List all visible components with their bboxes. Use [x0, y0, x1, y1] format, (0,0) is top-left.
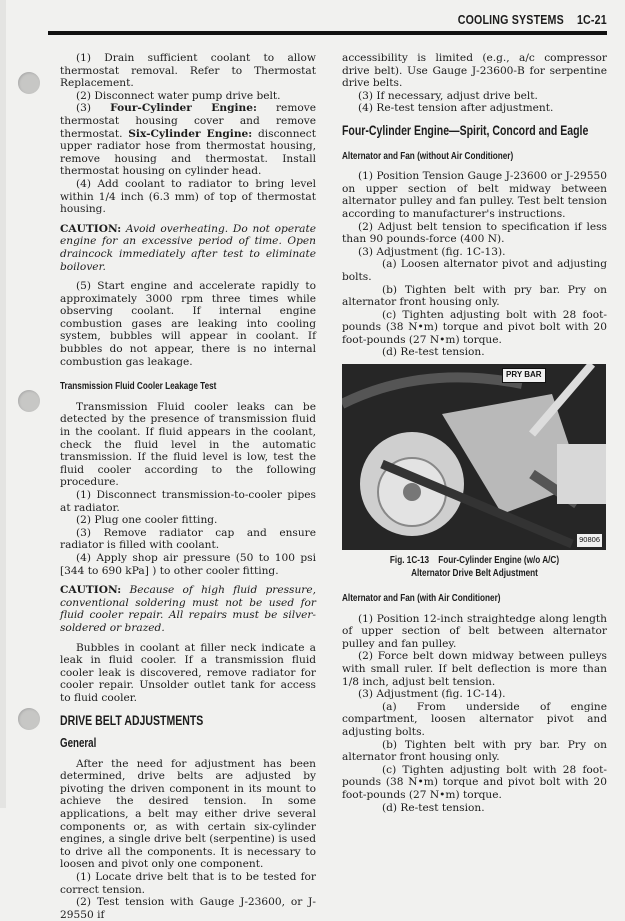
heading-with-ac: Alternator and Fan (with Air Conditioner): [342, 592, 501, 605]
caution-text: Because of high fluid pressure, conventional soldering must not be used for fluid cooler repair. All repairs must be silver-soldered or brazed.: [60, 584, 316, 634]
transmission-intro: Transmission Fluid cooler leaks can be detected by the presence of transmission fluid in the coolant. If fluid appears in the coolant, check the fluid level in the automatic transmission. If the fluid level is low, test the fluid cooler according to the following procedure.: [60, 400, 316, 489]
step-4: (4) Add coolant to radiator to bring level within 1/4 inch (6.3 mm) of top of thermostat housing.: [60, 177, 316, 216]
heading-without-ac: Alternator and Fan (without Air Conditioner): [342, 149, 514, 162]
left-column: [60, 52, 316, 921]
step-2: (2) Disconnect water pump drive belt.: [76, 89, 281, 102]
general-step-2: (2) Test tension with Gauge J-23600, or J-29550 if: [60, 896, 316, 921]
alternator-photo-illustration: [342, 364, 606, 550]
general-step-1: (1) Locate drive belt that is to be tested for correct tension.: [60, 871, 316, 896]
section-title: COOLING SYSTEMS: [457, 12, 565, 27]
caution-label: CAUTION:: [60, 222, 122, 235]
step-1: (1) Drain sufficient coolant to allow thermostat removal. Refer to Thermostat Replacement.: [60, 52, 316, 90]
continued-text: accessibility is limited (e.g., a/c compressor drive belt). Use Gauge J-23600-B for serpentine drive belts.: [342, 52, 607, 90]
caution-text: Avoid overheating. Do not operate engine for an excessive period of time. Open draincock immediately after test to eliminate boilover.: [60, 222, 316, 273]
without-step-3: (3) Adjustment (fig. 1C-13).: [358, 245, 506, 258]
step-3-adjust: (3) If necessary, adjust drive belt.: [358, 89, 538, 102]
step-3: [60, 102, 316, 178]
with-step-3b: (b) Tighten belt with pry bar. Pry on alternator front housing only.: [342, 738, 607, 764]
without-step-3b: (b) Tighten belt with pry bar. Pry on alternator front housing only.: [342, 283, 607, 309]
figure-caption-2: Alternator Drive Belt Adjustment: [411, 568, 538, 580]
with-step-3d: (d) Re-test tension.: [382, 801, 485, 814]
trans-step-3: (3) Remove radiator cap and ensure radiator is filled with coolant.: [60, 526, 316, 552]
page-number: 1C-21: [577, 12, 607, 27]
caution-overheating: [60, 223, 316, 273]
without-step-1: (1) Position Tension Gauge J-23600 or J-29550 on upper section of belt midway between alternator pulley and fan pulley. Test belt tension according to manufacturer's instructions.: [342, 170, 607, 220]
without-step-2: (2) Adjust belt tension to specification if less than 90 pounds-force (400 N).: [342, 220, 607, 246]
four-cyl-text: remove thermostat housing cover and remove thermostat.: [60, 102, 316, 140]
figure-caption-1: Fig. 1C-13 Four-Cylinder Engine (w/o A/C): [389, 555, 560, 567]
heading-general: General: [60, 736, 97, 751]
caution-label: CAUTION:: [60, 584, 122, 597]
trans-step-4: (4) Apply shop air pressure (50 to 100 psi [344 to 690 kPa] ) to other cooler fitting.: [60, 551, 316, 577]
with-step-3c: (c) Tighten adjusting bolt with 28 foot-pounds (38 N•m) torque and pivot bolt with 20 foot-pounds (27 N•m) torque.: [342, 763, 607, 801]
trans-step-2: (2) Plug one cooler fitting.: [76, 514, 218, 527]
six-cyl-text: disconnect upper radiator hose from thermostat housing, remove housing and thermostat. Install thermostat housing on cylinder head.: [60, 127, 316, 178]
punch-hole: [18, 72, 40, 94]
pry-bar-label: PRY BAR: [502, 368, 546, 383]
heading-four-cylinder: Four-Cylinder Engine—Spirit, Concord and Eagle: [342, 122, 589, 138]
punch-hole: [18, 390, 40, 412]
right-column: [342, 52, 607, 814]
with-step-3: (3) Adjustment (fig. 1C-14).: [358, 688, 506, 701]
step-3-number: (3): [76, 102, 92, 115]
without-step-3a: (a) Loosen alternator pivot and adjusting bolts.: [342, 258, 607, 283]
heading-transmission-test: Transmission Fluid Cooler Leakage Test: [60, 380, 217, 393]
without-step-3d: (d) Re-test tension.: [382, 346, 485, 359]
figure-number: 90806: [577, 534, 602, 547]
with-step-1: (1) Position 12-inch straightedge along length of upper section of belt between alternator pulley and fan pulley.: [342, 612, 607, 650]
without-step-3c: (c) Tighten adjusting bolt with 28 foot-pounds (38 N•m) torque and pivot bolt with 20 foot-pounds (27 N•m) torque.: [342, 308, 607, 346]
header-title: [458, 12, 607, 27]
six-cyl-label: Six-Cylinder Engine:: [128, 127, 253, 140]
bubbles-paragraph: Bubbles in coolant at filler neck indicate a leak in fluid cooler. If a transmission fluid cooler leak is discovered, remove radiator for cooler repair. Unsolder outlet tank for access to fluid cooler.: [60, 641, 316, 704]
general-paragraph: After the need for adjustment has been determined, drive belts are adjusted by pivoting the driven component in its mount to achieve the desired tension. In some applications, a belt may either drive several components or, as with certain six-cylinder engines, a single drive belt (serpentine) is used to drive all the components. It is necessary to loosen and pivot only one component.: [60, 757, 316, 871]
with-step-3a: (a) From underside of engine compartment, loosen alternator pivot and adjusting bolts.: [342, 700, 607, 738]
punch-hole: [18, 708, 40, 730]
step-4-retest: (4) Re-test tension after adjustment.: [358, 102, 554, 115]
header-rule: [48, 31, 607, 35]
page-header: [48, 6, 607, 36]
trans-step-1: (1) Disconnect transmission-to-cooler pipes at radiator.: [60, 489, 316, 514]
step-5: (5) Start engine and accelerate rapidly to approximately 3000 rpm three times while observing coolant. If internal engine combustion gases are leaking into cooling system, bubbles will appear in coolant. If bubbles do not appear, there is no internal combustion gas leakage.: [60, 280, 316, 368]
heading-drive-belt: DRIVE BELT ADJUSTMENTS: [60, 712, 204, 728]
caution-soldering: [60, 584, 316, 634]
with-step-2: (2) Force belt down midway between pulleys with small ruler. If belt deflection is more than 1/8 inch, adjust belt tension.: [342, 650, 607, 688]
figure-alternator-photo: [342, 364, 606, 550]
four-cyl-label: Four-Cylinder Engine:: [110, 102, 257, 115]
page-edge: [0, 0, 6, 808]
